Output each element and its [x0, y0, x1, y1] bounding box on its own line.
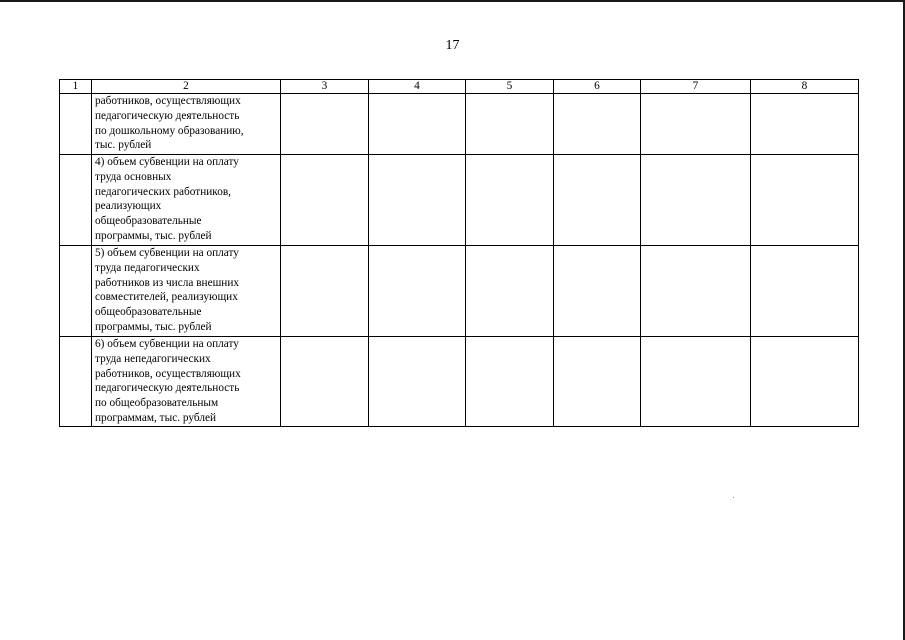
column-header: 4 — [369, 80, 466, 94]
row-number-cell — [60, 94, 92, 155]
data-table — [59, 79, 859, 427]
value-cell — [641, 246, 751, 337]
row-number-cell — [60, 155, 92, 246]
value-cell — [466, 337, 554, 427]
table-row — [60, 337, 859, 427]
value-cell — [281, 337, 369, 427]
value-cell — [751, 94, 859, 155]
value-cell — [466, 246, 554, 337]
value-cell — [554, 337, 641, 427]
value-cell — [641, 155, 751, 246]
value-cell — [369, 246, 466, 337]
value-cell — [641, 94, 751, 155]
value-cell — [751, 155, 859, 246]
value-cell — [554, 155, 641, 246]
column-header: 2 — [92, 80, 281, 94]
value-cell — [281, 94, 369, 155]
row-description-cell: работников, осуществляющих педагогическую деятельность по дошкольному образованию, тыс. рублей — [92, 94, 281, 155]
row-number-cell — [60, 337, 92, 427]
column-header: 6 — [554, 80, 641, 94]
scan-edge-top — [0, 0, 905, 2]
row-description-cell: 4) объем субвенции на оплату труда основных педагогических работников, реализующих общеобразовательные программы, тыс. рублей — [92, 155, 281, 246]
value-cell — [369, 337, 466, 427]
table-row — [60, 246, 859, 337]
column-header: 5 — [466, 80, 554, 94]
table-row — [60, 94, 859, 155]
value-cell — [751, 246, 859, 337]
row-description-cell: 5) объем субвенции на оплату труда педагогических работников из числа внешних совместителей, реализующих общеобразовательные программы, тыс. рублей — [92, 246, 281, 337]
column-header: 7 — [641, 80, 751, 94]
table-header-row — [60, 80, 859, 94]
value-cell — [281, 155, 369, 246]
page-number: 17 — [445, 38, 460, 53]
scan-speck — [733, 497, 734, 498]
row-description-cell: 6) объем субвенции на оплату труда непедагогических работников, осуществляющих педагогическую деятельность по общеобразовательным программам, тыс. рублей — [92, 337, 281, 427]
column-header: 1 — [60, 80, 92, 94]
column-header: 3 — [281, 80, 369, 94]
value-cell — [554, 246, 641, 337]
value-cell — [466, 94, 554, 155]
value-cell — [281, 246, 369, 337]
value-cell — [751, 337, 859, 427]
row-number-cell — [60, 246, 92, 337]
value-cell — [466, 155, 554, 246]
value-cell — [369, 155, 466, 246]
value-cell — [641, 337, 751, 427]
value-cell — [369, 94, 466, 155]
value-cell — [554, 94, 641, 155]
table-row — [60, 155, 859, 246]
column-header: 8 — [751, 80, 859, 94]
